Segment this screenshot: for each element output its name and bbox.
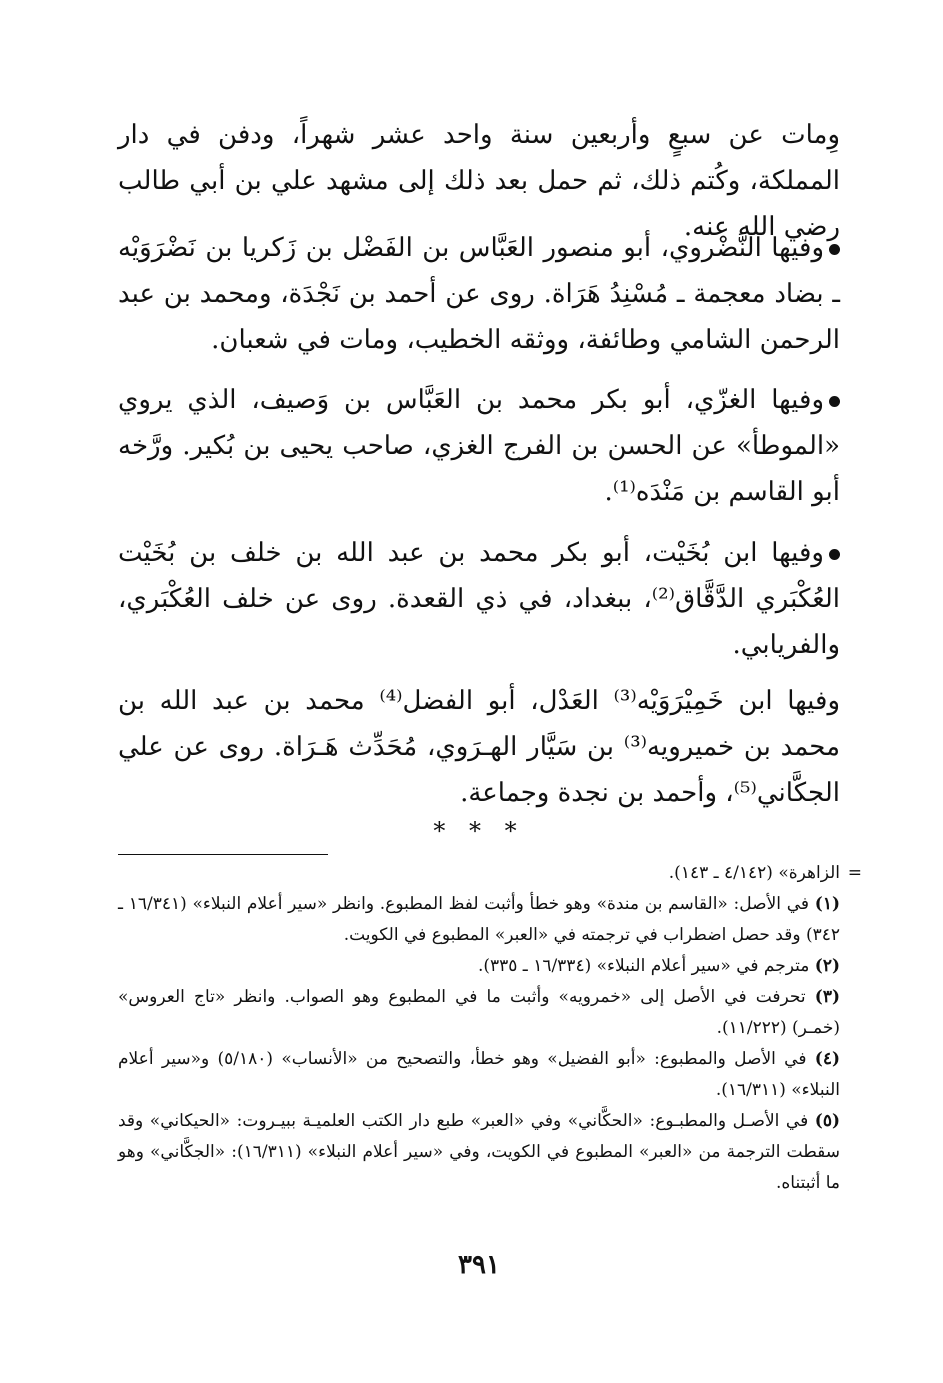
- footnote-number: (٣): [814, 987, 840, 1007]
- footnote-text: في الأصل: «القاسم بن مندة» وهو خطأ وأثبت لفظ المطبوع. وانظر «سير أعلام النبلاء» (١٦/٣٤١ ـ ٣٤٢) وقد حصل اضطراب في ترجمته في «العبر» المطبوع في الكويت.: [118, 894, 840, 945]
- page-number: ٣٩١: [458, 1250, 500, 1280]
- footnote-3: [118, 982, 840, 1044]
- footnote-number: (٢): [814, 956, 840, 976]
- bullet-icon: [829, 244, 840, 255]
- footnote-text: في الأصـل والمطبـوع: «الحكَّاني» وفي «العبر» طبع دار الكتب العلميـة ببيـروت: «الحيكاني» وقد سقطت الترجمة من «العبر» المطبوع في الكويت، وفي «سير أعلام النبلاء» (١٦/٣١١): «الجكَّاني» وهو ما أثبتناه.: [118, 1111, 840, 1193]
- bullet-icon: [829, 549, 840, 560]
- footnote-1: [118, 889, 840, 951]
- paragraph-2: [118, 225, 840, 363]
- footnote-number: (١): [814, 894, 840, 914]
- book-page: [118, 112, 862, 1292]
- footnotes: [118, 858, 862, 1199]
- paragraph-2-text: وفيها النَّضْروي، أبو منصور العَبَّاس بن الفَضْل بن زَكريا بن نَضْرَوَيْه ـ بضاد معجمة ـ مُسْنِدُ هَرَاة. روى عن أحمد بن نَجْدَة، ومحمد بن عبد الرحمن الشامي وطائفة، ووثقه الخطيب، ومات في شعبان.: [118, 233, 840, 355]
- footnote-5: [118, 1106, 840, 1199]
- footnote-text: في الأصل والمطبوع: «أبو الفضيل» وهو خطأ، والتصحيح من «الأنساب» (٥/١٨٠) و«سير أعلام النبلاء» (١٦/٣١١).: [118, 1049, 840, 1100]
- paragraph-3: [118, 377, 840, 515]
- paragraph-1: وِمات عن سبعٍ وأربعين سنة واحد عشر شهراً، ودفن في دار المملكة، وكُتم ذلك، ثم حمل بعد ذلك إلى مشهد علي بن أبي طالب رضي الله عنه.: [118, 120, 841, 242]
- paragraph-4: [118, 530, 840, 668]
- footnote-number: (٤): [814, 1049, 841, 1069]
- footnote-text: تحرفت في الأصل إلى «خمرويه» وأثبت ما في المطبوع وهو الصواب. وانظر «تاج العروس» (خمـر) (١١/٢٢٢).: [118, 987, 840, 1038]
- paragraph-5: وفيها ابن خَمِيْرَوَيْه⁽³⁾ العَدْل، أبو الفضل⁽⁴⁾ محمد بن عبد الله بن محمد بن خميرويه⁽³⁾ بن سَيَّار الهـرَوي، مُحَدِّث هَـرَاة. روى عن علي الجكَّاني⁽⁵⁾، وأحمد بن نجدة وجماعة.: [118, 686, 840, 808]
- footnote-continuation: [118, 858, 862, 889]
- footnote-continuation-text: الزاهرة» (٤/١٤٢ ـ ١٤٣).: [668, 863, 840, 883]
- footnote-number: (٥): [814, 1111, 840, 1131]
- section-separator: * * *: [433, 817, 525, 845]
- paragraph-4-text: وفيها ابن بُخَيْت، أبو بكر محمد بن عبد الله بن خلف بن بُخَيْت العُكْبَري الدَّقَّاق⁽²⁾، ببغداد، في ذي القعدة. روى عن خلف العُكْبَري، والفريابي.: [118, 538, 840, 660]
- paragraph-3-text: وفيها الغزّي، أبو بكر محمد بن العَبَّاس بن وَصيف، الذي يروي «الموطأ» عن الحسن بن الفرج الغزي، صاحب يحيى بن بُكير. ورَّخه أبو القاسم بن مَنْدَه⁽¹⁾.: [118, 385, 840, 507]
- footnote-divider: [118, 854, 328, 855]
- continuation-marker: =: [847, 863, 862, 883]
- footnote-text: مترجم في «سير أعلام النبلاء» (١٦/٣٣٤ ـ ٣٣٥).: [477, 956, 810, 976]
- footnote-2: [118, 951, 840, 982]
- footnote-4: [118, 1044, 840, 1106]
- bullet-icon: [829, 396, 840, 407]
